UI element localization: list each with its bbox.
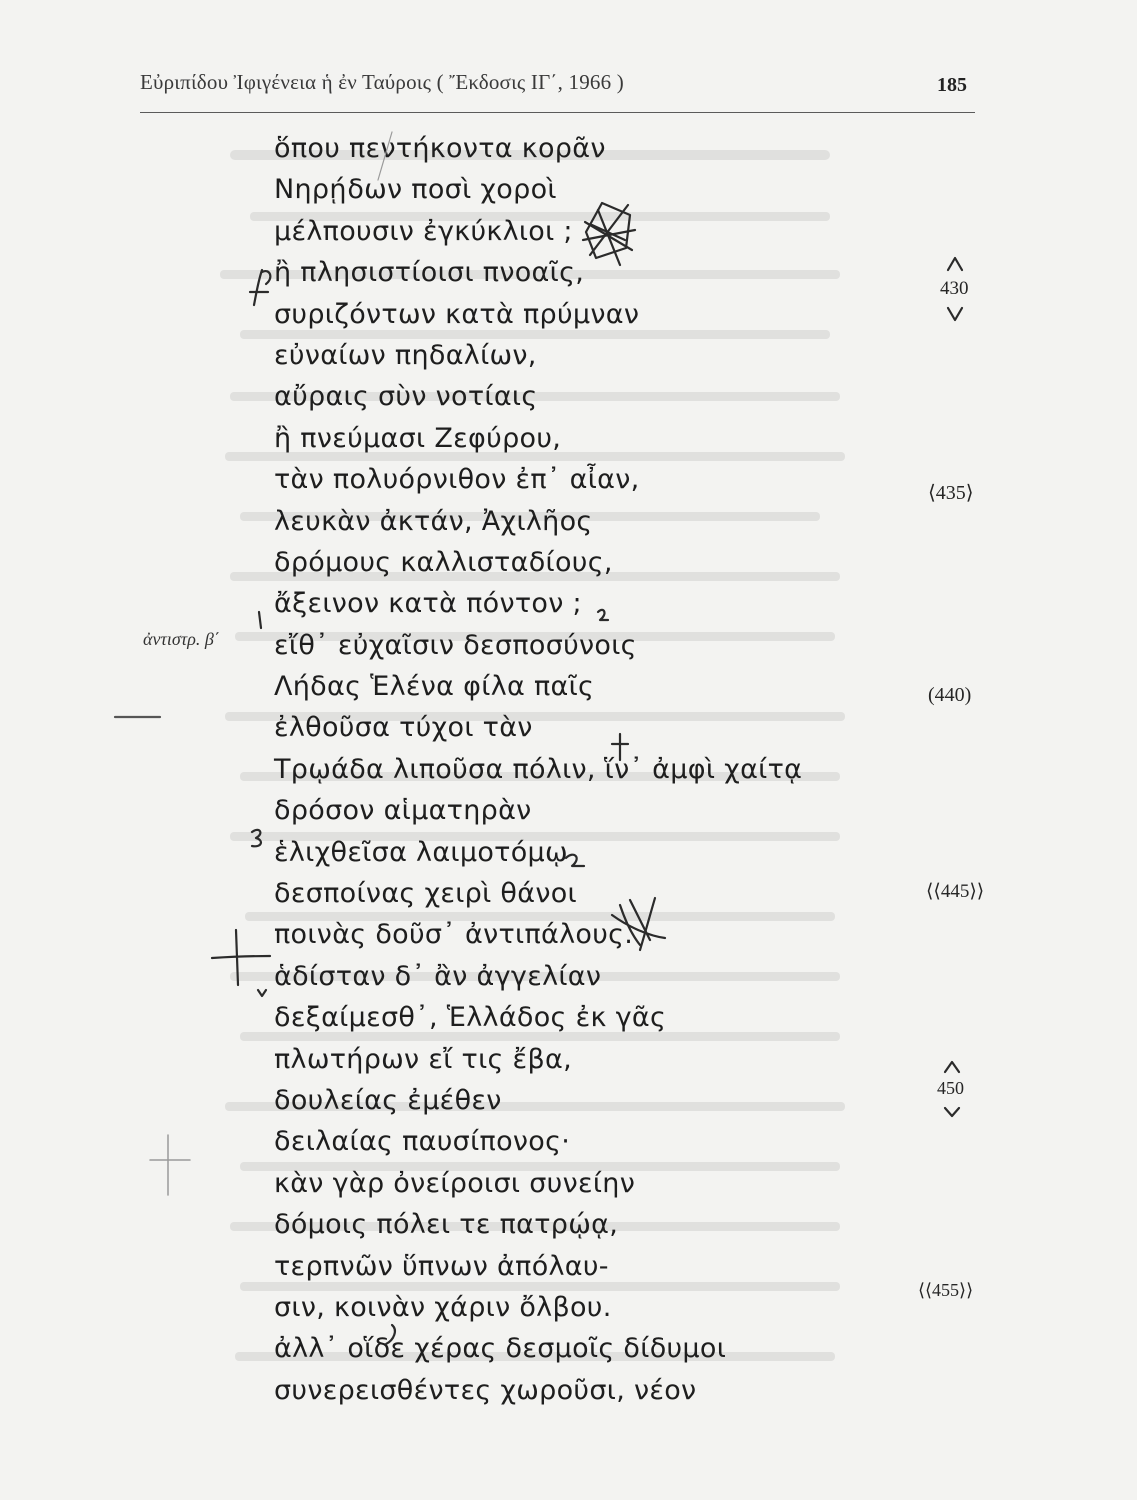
verse-line: αὔραις σὺν νοτίαις [274, 381, 538, 413]
arrow-up-icon [945, 1062, 959, 1072]
verse-line: δεσποίνας χειρὶ θάνοι [274, 878, 577, 910]
plus-mark-icon [212, 930, 270, 985]
verse-line: ἑλιχθεῖσα λαιμοτόμῳ [274, 836, 568, 868]
pencil-cross-icon [150, 1135, 190, 1195]
strophe-label: ἀντιστρ. β΄ [143, 629, 220, 649]
line-number-455: ⟨⟨455⟩⟩ [918, 1280, 974, 1300]
verse-line: μέλπουσιν ἐγκύκλιοι ; [274, 215, 573, 247]
page-number: 185 [937, 74, 967, 96]
pen-numeral-icon [252, 830, 261, 846]
pen-numeral-icon [258, 990, 266, 996]
verse-line: εἴθ᾿ εὐχαῖσιν δεσποσύνοις [274, 629, 637, 661]
verse-line: ἀλλ᾿ οἵδε χέρας δεσμοῖς δίδυμοι [274, 1333, 727, 1365]
verse-line: εὐναίων πηδαλίων, [274, 339, 537, 371]
verse-line: ἄξεινον κατὰ πόντον ; [274, 588, 582, 620]
running-head: Εὐριπίδου Ἰφιγένεια ἡ ἐν Ταύροις ( Ἔκδοσις ΙΓ΄, 1966 ) [140, 70, 624, 94]
verse-line: δεξαίμεσθ᾿, Ἑλλάδος ἐκ γᾶς [274, 1002, 667, 1034]
line-number-445: ⟨⟨445⟩⟩ [926, 881, 985, 902]
verse-line: ὅπου πεντήκοντα κορᾶν [274, 133, 606, 164]
line-number-450: 450 [937, 1078, 964, 1098]
verse-line: τὰν πολυόρνιθον ἐπ᾿ αἶαν, [274, 464, 640, 496]
verse-line: πλωτήρων εἴ τις ἔβα, [274, 1043, 572, 1075]
verse-line: δρόμους καλλισταδίους, [274, 546, 613, 578]
verse-line: Τρῳάδα λιποῦσα πόλιν, ἵν᾿ ἀμφὶ χαίτᾳ [274, 753, 803, 785]
verse-line: ποινὰς δοῦσ᾿ ἀντιπάλους. [274, 919, 634, 951]
verse-line: λευκὰν ἀκτάν, Ἀχιλῆος [274, 505, 593, 537]
arrow-down-icon [948, 308, 962, 320]
line-number-440: (440) [928, 684, 972, 706]
verse-line: δουλείας ἐμέθεν [274, 1084, 502, 1116]
verse-line: ἢ πλησιστίοισι πνοαῖς, [274, 257, 585, 289]
verse-line: ἁδίσταν δ᾿ ἂν ἀγγελίαν [274, 960, 602, 992]
verse-line: δρόσον αἱματηρὰν [274, 795, 532, 827]
verse-line: Νηρῄδων ποσὶ χοροὶ [274, 174, 557, 206]
cross-mark-icon [250, 270, 270, 305]
arrow-down-icon [945, 1108, 959, 1116]
verse-line: συριζόντων κατὰ πρύμναν [274, 298, 640, 330]
verse-line: κὰν γὰρ ὀνείροισι συνείην [274, 1167, 636, 1199]
verse-block [274, 128, 802, 1411]
verse-line: ἢ πνεύμασι Ζεφύρου, [274, 422, 562, 454]
header-rule [140, 112, 975, 113]
verse-line: δειλαίας παυσίπονος· [274, 1126, 571, 1158]
verse-line: τερπνῶν ὕπνων ἀπόλαυ- [274, 1250, 609, 1282]
verse-line: Λήδας Ἑλένα φίλα παῖς [274, 671, 595, 703]
arrow-up-icon [948, 258, 962, 270]
line-number-430: 430 [940, 278, 969, 299]
verse-line: ἐλθοῦσα τύχοι τὰν [274, 712, 533, 744]
verse-line: συνερεισθέντες χωροῦσι, νέον [274, 1374, 697, 1406]
verse-line: σιν, κοινὰν χάριν ὄλβου. [274, 1291, 612, 1323]
verse-line: δόμοις πόλει τε πατρῴᾳ, [274, 1209, 619, 1241]
line-number-435: ⟨435⟩ [928, 482, 974, 504]
